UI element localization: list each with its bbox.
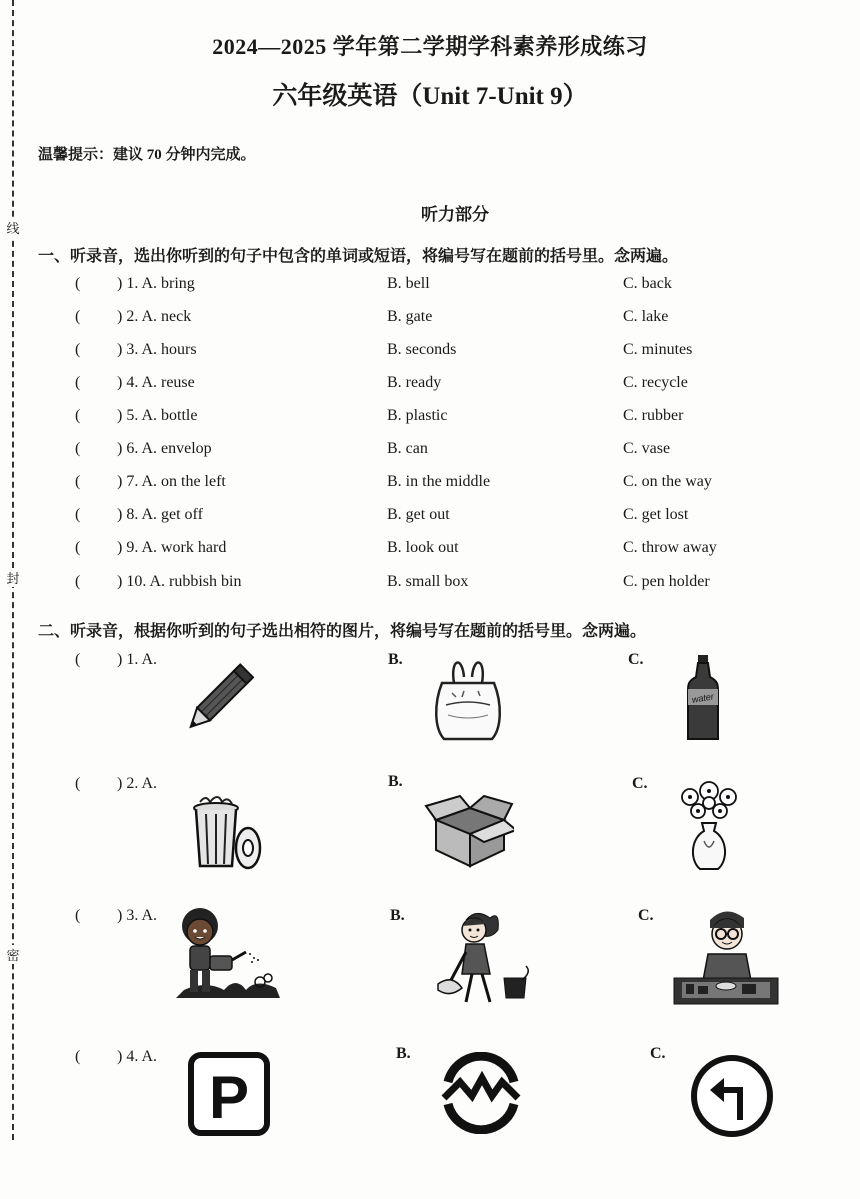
parking-sign-icon: [188, 1052, 270, 1136]
option-a: ) 4. A. reuse: [117, 374, 195, 391]
bottle-label-text: water: [691, 691, 715, 705]
option-c: C. on the way: [623, 473, 712, 490]
cleaning-girl-icon: [436, 908, 532, 1008]
part-title: 听力部分: [421, 205, 489, 224]
section1-instruction: 一、听录音，选出你听到的句子中包含的单词或短语，将编号写在题前的括号里。念两遍。: [38, 248, 679, 265]
option-a: ) 1. A. bring: [117, 275, 195, 292]
option-b-label: B.: [396, 1045, 411, 1062]
answer-paren[interactable]: (: [75, 341, 81, 358]
question-number: ) 2. A.: [117, 775, 157, 792]
section2-instruction: 二、听录音，根据你听到的句子选出相符的图片，将编号写在题前的括号里。念两遍。: [38, 623, 647, 640]
option-a: ) 7. A. on the left: [117, 473, 226, 490]
option-a: ) 9. A. work hard: [117, 539, 227, 556]
option-c: C. get lost: [623, 506, 689, 523]
answer-paren[interactable]: (: [75, 1048, 81, 1065]
answer-paren[interactable]: (: [75, 374, 81, 391]
answer-paren[interactable]: (: [75, 539, 81, 556]
option-b-label: B.: [390, 907, 405, 924]
question-number: ) 4. A.: [117, 1048, 157, 1065]
cooking-boy-icon: [672, 906, 780, 1010]
option-b: B. gate: [387, 308, 433, 325]
option-c-label: C.: [632, 775, 648, 792]
option-c: C. pen holder: [623, 573, 710, 590]
water-bottle-icon: [686, 655, 720, 743]
exam-subtitle: 六年级英语（Unit 7-Unit 9）: [272, 83, 588, 110]
answer-paren[interactable]: (: [75, 473, 81, 490]
option-b: B. plastic: [387, 407, 448, 424]
option-a: ) 2. A. neck: [117, 308, 192, 325]
option-c-label: C.: [638, 907, 654, 924]
exam-title: 2024—2025 学年第二学期学科素养形成练习: [212, 34, 648, 59]
answer-paren[interactable]: (: [75, 907, 81, 924]
answer-paren[interactable]: (: [75, 275, 81, 292]
option-c: C. minutes: [623, 341, 693, 358]
option-b: B. bell: [387, 275, 430, 292]
pencil-icon: [182, 655, 267, 735]
option-a: ) 5. A. bottle: [117, 407, 198, 424]
option-c: C. rubber: [623, 407, 684, 424]
answer-paren[interactable]: (: [75, 651, 81, 668]
option-a: ) 3. A. hours: [117, 341, 197, 358]
option-b: B. look out: [387, 539, 459, 556]
answer-paren[interactable]: (: [75, 407, 81, 424]
metro-sign-icon: [440, 1052, 522, 1134]
option-c-label: C.: [628, 651, 644, 668]
option-a: ) 10. A. rubbish bin: [117, 573, 242, 590]
tip-text: 温馨提示：建议 70 分钟内完成。: [38, 147, 256, 163]
option-b-label: B.: [388, 773, 403, 790]
question-number: ) 3. A.: [117, 907, 157, 924]
option-a: ) 8. A. get off: [117, 506, 203, 523]
rubbish-bin-icon: [188, 792, 266, 870]
parking-letter: P: [208, 1064, 250, 1131]
answer-paren[interactable]: (: [75, 308, 81, 325]
bag-icon: [432, 653, 504, 743]
watering-boy-icon: [176, 906, 280, 1006]
answer-paren[interactable]: (: [75, 573, 81, 590]
answer-paren[interactable]: (: [75, 775, 81, 792]
option-b: B. get out: [387, 506, 450, 523]
answer-paren[interactable]: (: [75, 440, 81, 457]
option-b-label: B.: [388, 651, 403, 668]
answer-paren[interactable]: (: [75, 506, 81, 523]
option-c-label: C.: [650, 1045, 666, 1062]
option-c: C. recycle: [623, 374, 688, 391]
turn-left-sign-icon: [688, 1052, 776, 1140]
box-icon: [424, 790, 514, 868]
option-c: C. vase: [623, 440, 671, 457]
option-c: C. throw away: [623, 539, 717, 556]
option-b: B. small box: [387, 573, 469, 590]
margin-label-secret: 密: [5, 945, 21, 964]
vase-icon: [676, 779, 742, 871]
margin-label-seal: 封: [5, 568, 21, 587]
option-b: B. in the middle: [387, 473, 491, 490]
option-c: C. lake: [623, 308, 669, 325]
margin-label-line: 线: [5, 218, 21, 237]
option-b: B. ready: [387, 374, 442, 391]
option-c: C. back: [623, 275, 672, 292]
option-b: B. seconds: [387, 341, 457, 358]
question-number: ) 1. A.: [117, 651, 157, 668]
option-a: ) 6. A. envelop: [117, 440, 212, 457]
option-b: B. can: [387, 440, 428, 457]
